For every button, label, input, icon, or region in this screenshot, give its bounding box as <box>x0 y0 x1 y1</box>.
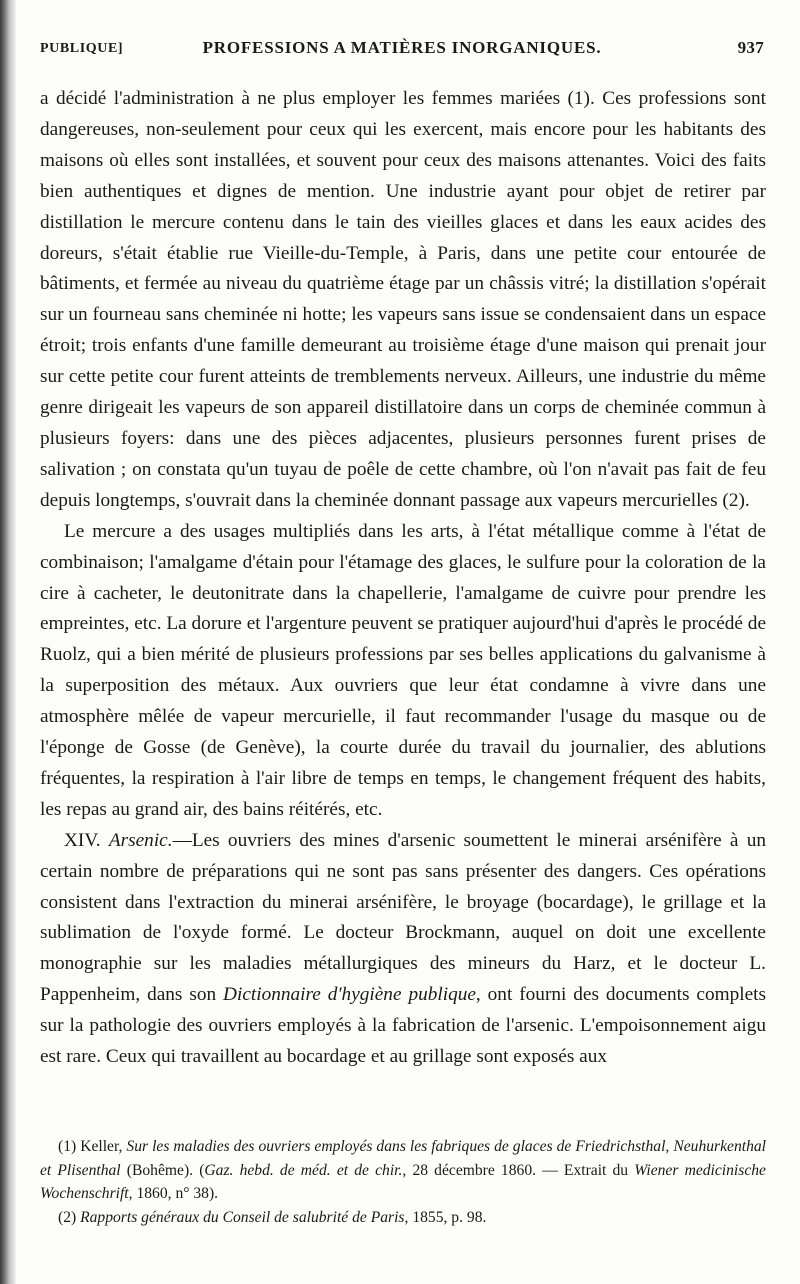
section-heading-arsenic: Arsenic. <box>108 829 173 851</box>
footnote-2-number: (2) <box>58 1208 81 1226</box>
header-section-label: PUBLIQUE] <box>40 41 124 56</box>
footnote-1 <box>40 1135 766 1206</box>
footnote-1-title: Sur les maladies des ouvriers employés dans les fabriques de glaces de Friedrichsthal, Neuhurkenthal et Plisenthal <box>40 1138 766 1179</box>
footnote-1-end: , 1860, n° 38). <box>128 1185 219 1202</box>
footnote-1-mid: (Bohême). ( <box>120 1161 205 1179</box>
footnote-1-journal: Gaz. hebd. de méd. et de chir. <box>204 1161 403 1179</box>
footnote-1-author: Keller, <box>80 1138 127 1155</box>
arsenic-text-part-2: , ont fourni des documents complets sur la pathologie des ouvriers employés à la fabrication de l'arsenic. L'empoisonnement aigu est rare. Ceux qui travaillent au bocardage et au grillage sont exposés aux <box>40 984 766 1068</box>
footnote-2 <box>40 1206 766 1230</box>
footnote-1-number: (1) <box>58 1138 81 1155</box>
paragraph-mercury-cases: a décidé l'administration à ne plus employer les femmes mariées (1). Ces professions sont dangereuses, non-seulement pour ceux qui les exercent, mais encore pour les habitants des maisons où elles sont installées, et souvent pour ceux des maisons attenantes. Voici des faits bien authentiques et dignes de mention. Une industrie ayant pour objet de retirer par distillation le mercure contenu dans le tain des vieilles glaces et dans les eaux acides des doreurs, s'était établie rue Vieille-du-Temple, à Paris, dans une petite cour entourée de bâtiments, et fermée au niveau du quatrième étage par un châssis vitré; la distillation s'opérait sur un fourneau sans cheminée ni hotte; les vapeurs sans issue se condensaient dans un espace étroit; trois enfants d'une famille demeurant au troisième étage d'une maison qui prenait jour sur cette petite cour furent atteints de tremblements nerveux. Ailleurs, une industrie du même genre dirigeait les vapeurs de son appareil distillatoire dans un corps de cheminée commun à plusieurs foyers: dans une des pièces adjacentes, plusieurs personnes furent prises de salivation ; on constata qu'un tuyau de poêle de cette chambre, où l'on n'avait pas fait de feu depuis longtemps, s'ouvrait dans la cheminée donnant passage aux vapeurs mercurielles (2). <box>40 88 766 511</box>
footnote-2-end: , 1855, p. 98. <box>404 1208 487 1226</box>
footnote-1-journal-2: Wiener medicinische Wochenschrift <box>40 1161 766 1202</box>
main-text <box>40 84 766 1073</box>
running-header <box>40 38 764 68</box>
arsenic-text-part-1: —Les ouvriers des mines d'arsenic soumettent le minerai arsénifère à un certain nombre de préparations qui ne sont pas sans présenter des dangers. Ces opérations consistent dans l'extraction du minerai arsénifère, le broyage (bocardage), le grillage et la sublimation de l'oxyde formé. Le docteur Brockmann, auquel on doit une excellente monographie sur les maladies métallurgiques des mineurs du Harz, et le docteur L. Pappenheim, dans son <box>40 829 766 1006</box>
scan-binding-edge <box>0 0 16 1284</box>
footnote-2-title: Rapports généraux du Conseil de salubrité de Paris <box>80 1208 405 1226</box>
footnotes <box>40 1135 766 1229</box>
footnote-1-date: , 28 décembre 1860. — Extrait du <box>402 1161 635 1179</box>
section-number: XIV. <box>64 829 109 851</box>
header-chapter-title: PROFESSIONS A MATIÈRES INORGANIQUES. <box>202 38 602 57</box>
dictionary-title: Dictionnaire d'hygiène publique <box>223 984 476 1006</box>
page-number: 937 <box>737 38 764 57</box>
paragraph-mercury-uses: Le mercure a des usages multipliés dans les arts, à l'état métallique comme à l'état de combinaison; l'amalgame d'étain pour l'étamage des glaces, le sulfure pour la coloration de la cire à cacheter, le deutonitrate dans la chapellerie, l'amalgame de cuivre pour prendre les empreintes, etc. La dorure et l'argenture peuvent se pratiquer aujourd'hui d'après le procédé de Ruolz, qui a bien mérité de plusieurs professions par ses belles applications du galvanisme à la superposition des métaux. Aux ouvriers que leur état condamne à vivre dans une atmosphère mêlée de vapeur mercurielle, il faut recommander l'usage du masque ou de l'éponge de Gosse (de Genève), la courte durée du travail du journalier, des ablutions fréquentes, la respiration à l'air libre de temps en temps, le changement fréquent des habits, les repas au grand air, des bains réitérés, etc. <box>40 520 766 820</box>
paragraph-arsenic <box>40 826 766 1073</box>
